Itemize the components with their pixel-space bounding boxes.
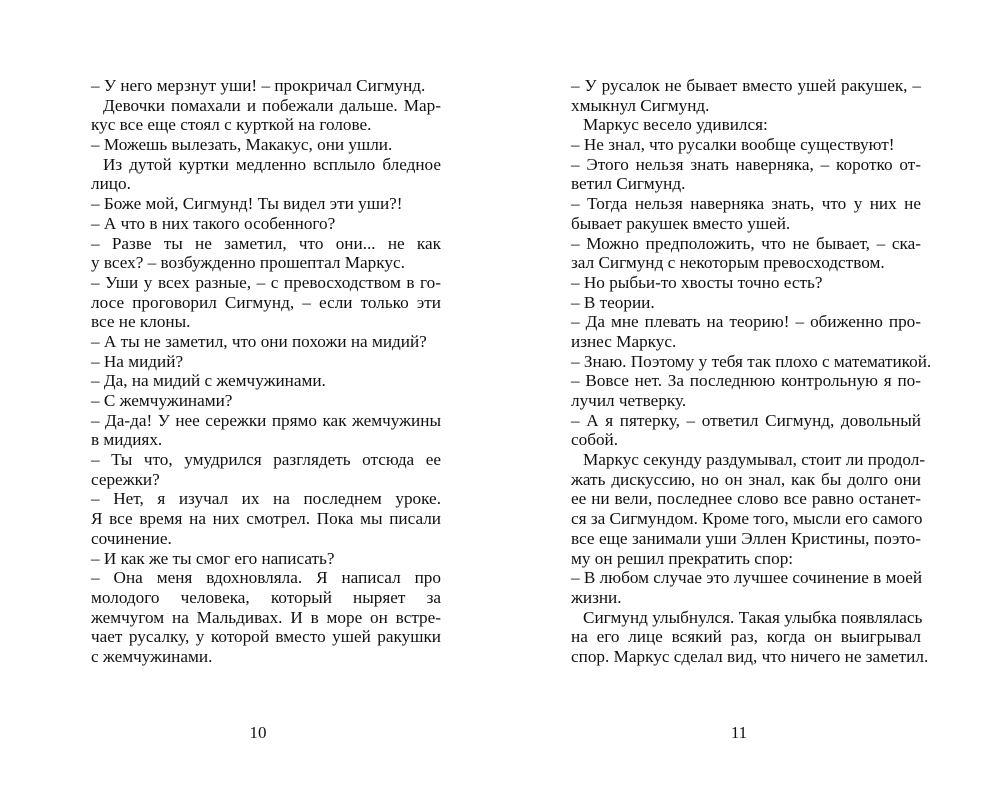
text-line: жемчугом на Мальдивах. И в море он встре-: [91, 607, 441, 627]
text-line: – Тогда нельзя наверняка знать, что у них не: [571, 194, 921, 214]
text-line: – У русалок не бывает вместо ушей ракушек, –: [571, 76, 921, 95]
text-line: на его лице всякий раз, когда он выигрывал: [571, 627, 921, 647]
text-line: сочинение.: [91, 528, 172, 548]
text-line: лицо.: [91, 174, 131, 194]
text-line: Из дутой куртки медленно всплыло бледное: [103, 154, 441, 174]
text-line: ветил Сигмунд.: [571, 174, 686, 194]
text-line: – Можешь вылезать, Макакус, они ушли.: [91, 135, 393, 155]
text-line: – Можно предположить, что не бывает, – ска-: [571, 233, 921, 253]
left-page-text: [91, 76, 441, 667]
text-line: Сигмунд улыбнулся. Такая улыбка появлялась: [583, 607, 923, 627]
text-line: все еще занимали уши Эллен Кристины, поэто-: [571, 528, 921, 548]
text-line: зал Сигмунд с некоторым превосходством.: [571, 253, 885, 273]
text-line: Маркус весело удивился:: [583, 115, 768, 135]
text-line: – Ты что, умудрился разглядеть отсюда ее: [91, 450, 441, 470]
text-line: у всех? – возбужденно прошептал Маркус.: [91, 253, 405, 273]
text-line: – А ты не заметил, что они похожи на мидий?: [91, 331, 427, 351]
text-line: жизни.: [571, 587, 622, 607]
text-line: – А что в них такого особенного?: [91, 213, 336, 233]
text-line: хмыкнул Сигмунд.: [571, 95, 710, 115]
right-page-text: [571, 76, 932, 667]
text-line: – Знаю. Поэтому у тебя так плохо с математикой.: [571, 351, 932, 371]
text-line: изнес Маркус.: [571, 331, 677, 351]
text-line: ее ни вели, последнее слово все равно останет-: [571, 489, 921, 509]
text-line: – С жемчужинами?: [91, 391, 233, 410]
right-page-number: 11: [730, 723, 748, 742]
text-line: – А я пятерку, – ответил Сигмунд, довольный: [571, 410, 921, 430]
text-line: – Этого нельзя знать наверняка, – коротко от-: [571, 154, 921, 174]
text-line: – Да, на мидий с жемчужинами.: [91, 371, 326, 391]
text-line: в мидиях.: [91, 430, 163, 450]
text-line: все не клоны.: [91, 312, 191, 332]
left-page-number: 10: [249, 723, 267, 742]
text-line: – В теории.: [571, 292, 655, 312]
text-line: ся за Сигмундом. Кроме того, мысли его самого: [571, 509, 923, 529]
text-line: Я все время на них смотрел. Пока мы писали: [91, 509, 441, 529]
text-line: му он решил прекратить спор:: [571, 548, 794, 568]
text-line: Маркус секунду раздумывал, стоит ли продол-: [583, 450, 926, 470]
text-line: – Боже мой, Сигмунд! Ты видел эти уши?!: [91, 194, 403, 214]
text-line: – Не знал, что русалки вообще существуют!: [571, 135, 895, 155]
text-line: – Но рыбьи-то хвосты точно есть?: [571, 272, 823, 292]
text-line: лучил четверку.: [571, 391, 687, 410]
text-line: Девочки помахали и побежали дальше. Мар-: [103, 95, 441, 115]
text-line: чает русалку, у которой вместо ушей ракушки: [91, 627, 441, 647]
text-line: спор. Маркус сделал вид, что ничего не заметил.: [571, 646, 929, 666]
text-line: кус все еще стоял с курткой на голове.: [91, 115, 372, 135]
text-line: – Нет, я изучал их на последнем уроке.: [91, 489, 441, 509]
text-line: – И как же ты смог его написать?: [91, 548, 335, 568]
text-line: – Да-да! У нее сережки прямо как жемчужины: [91, 410, 441, 430]
text-line: – Да мне плевать на теорию! – обиженно про-: [571, 312, 921, 332]
text-line: жать дискуссию, но он знал, как бы долго они: [571, 469, 921, 489]
text-line: – Уши у всех разные, – с превосходством в го-: [91, 272, 441, 292]
text-line: собой.: [571, 430, 619, 450]
text-line: – Вовсе нет. За последнюю контрольную я по-: [571, 371, 921, 391]
text-line: – На мидий?: [91, 351, 184, 371]
text-line: – Она меня вдохновляла. Я написал про: [91, 568, 441, 588]
text-line: с жемчужинами.: [91, 646, 213, 666]
text-line: – В любом случае это лучшее сочинение в моей: [571, 568, 923, 588]
text-line: – Разве ты не заметил, что они... не как: [91, 233, 441, 253]
text-line: сережки?: [91, 469, 160, 489]
text-line: лосе проговорил Сигмунд, – если только эти: [91, 292, 441, 312]
text-line: молодого человека, который ныряет за: [91, 587, 441, 607]
text-line: бывает ракушек вместо ушей.: [571, 213, 791, 233]
text-line: – У него мерзнут уши! – прокричал Сигмунд.: [91, 76, 426, 95]
